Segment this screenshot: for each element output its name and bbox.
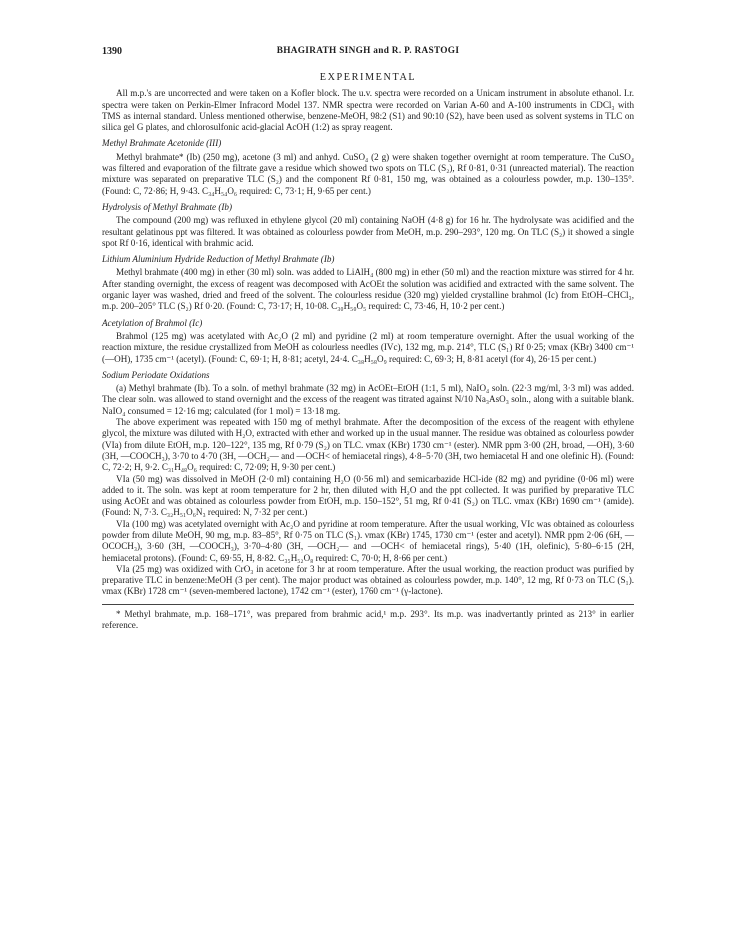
subsection-heading: Lithium Aluminium Hydride Reduction of Methyl Brahmate (Ib) — [102, 254, 335, 265]
paragraph: The above experiment was repeated with 150 mg of methyl brahmate. After the decomposition of the excess of the reagent with ethylene glycol, the mixture was diluted with H₂O, extracted with ether and worked up in the usual manner. The residue was obtained as colourless powder (VIa) from dilute EtOH, m.p. 120–122°, 135 mg, Rf 0·79 (S₂) on TLC. νmax (KBr) 1730 cm⁻¹ (ester). NMR ppm 3·00 (2H, broad, —OH), 3·60 (3H, —COOCH₃), 3·70 to 4·70 (3H, —OCH₂— and —OCH< of hemiacetal rings), 4·8–5·70 (3H, two hemiacetal H and one olefinic H). (Found: C, 72·2; H, 9·2. C₃₁H₄₈O₆ required: C, 72·09; H, 9·30 per cent.) — [102, 417, 634, 473]
subsection-heading: Methyl Brahmate Acetonide (III) — [102, 138, 222, 149]
running-header — [102, 46, 634, 60]
paragraph: The compound (200 mg) was refluxed in ethylene glycol (20 ml) containing NaOH (4·8 g) for 16 hr. The hydrolysate was acidified and the resultant gelatinous ppt was filtered. It was obtained as colourless powder from MeOH, m.p. 290–293°, 120 mg. On TLC (S₂) it showed a single spot Rf 0·16, identical with brahmic acid. — [102, 215, 634, 248]
article-body — [102, 72, 634, 631]
subsection-heading: Sodium Periodate Oxidations — [102, 369, 210, 380]
paragraph: VIa (100 mg) was acetylated overnight with Ac₂O and pyridine at room temperature. After the usual working, VIc was obtained as colourless powder from dilute MeOH, 90 mg, m.p. 83–85°, Rf 0·75 on TLC (S₁). νmax (KBr) 1745, 1730 cm⁻¹ (ester and acetyl). NMR ppm 2·06 (6H, —OCOCH₃), 3·60 (3H, —COOCH₃), 3·70–4·80 (3H, —OCH₂— and —OCH< of hemiacetal rings), 5·40 (1H, olefinic), 5·80–6·15 (2H, hemiacetal protons). (Found: C, 69·55, H, 8·82. C₃₅H₅₂O₈ required: C, 70·0; H, 8·66 per cent.) — [102, 518, 634, 563]
subsection-heading: Hydrolysis of Methyl Brahmate (Ib) — [102, 201, 232, 212]
section-title: EXPERIMENTAL — [319, 72, 417, 83]
footnote-divider — [102, 604, 634, 605]
paragraph: Brahmol (125 mg) was acetylated with Ac₂O (2 ml) and pyridine (2 ml) at room temperature overnight. After the usual working of the reaction mixture, the residue crystallized from MeOH as colourless needles (IVc), 132 mg, m.p. 214°, TLC (S₁) Rf 0·25; νmax (KBr) 3400 cm⁻¹ (—OH), 1735 cm⁻¹ (acetyl). (Found: C, 69·1; H, 8·81; acetyl, 24·4. C₃₈H₅₈O₉ required: C, 69·3; H, 8·81 acetyl (for 4), 26·15 per cent.) — [102, 330, 634, 364]
running-title: BHAGIRATH SINGH and R. P. RASTOGI — [276, 46, 460, 56]
paragraph: Methyl brahmate* (Ib) (250 mg), acetone (3 ml) and anhyd. CuSO₄ (2 g) were shaken together overnight at room temperature. The CuSO₄ was filtered and evaporation of the filtrate gave a residue which showed two spots on TLC (S₂), Rf 0·81, 0·31 (unreacted material). The reaction mixture was separated on preparative TLC (S₂) and the component Rf 0·81, 150 mg, was obtained as a colourless powder, m.p. 130–135°. (Found: C, 72·86; H, 9·43. C₃₄H₅₄O₆ required: C, 73·1; H, 9·65 per cent.) — [102, 151, 634, 196]
paragraph: Methyl brahmate (400 mg) in ether (30 ml) soln. was added to LiAlH₄ (800 mg) in ether (50 ml) and the reaction mixture was stirred for 4 hr. After standing overnight, the excess of reagent was decomposed with AcOEt the solution was acidified and extracted with the same solvent. The organic layer was washed, dried and freed of the solvent. The colourless residue (320 mg) yielded crystalline brahmol (Ic) from EtOH–CHCl₃, m.p. 200–205° TLC (S₂) Rf 0·20. (Found: C, 73·17; H, 10·08. C₃₀H₅₀O₅ required: C, 73·46, H, 10·2 per cent.) — [102, 267, 634, 312]
paragraph: (a) Methyl brahmate (Ib). To a soln. of methyl brahmate (32 mg) in AcOEt–EtOH (1:1, 5 ml), NaIO₄ soln. (22·3 mg/ml, 3·3 ml) was added. The clear soln. was allowed to stand overnight and the excess of the reagent was titrated against N/10 Na₃AsO₃ soln., along with a suitable blank. NaIO₄ consumed = 12·16 mg; calculated (for 1 mol) = 13·18 mg. — [102, 383, 634, 416]
intro-paragraph: All m.p.'s are uncorrected and were taken on a Kofler block. The u.v. spectra were recorded on a Unicam instrument in absolute ethanol. I.r. spectra were taken on Perkin-Elmer Infracord Model 137. NMR spectra were recorded on Varian A-60 and A-100 instruments in CDCl₃ with TMS as internal standard. Unless mentioned otherwise, benzene-MeOH, 98:2 (S1) and 90:10 (S2), have been used as solvent systems in TLC on silica gel G plates, and chlorosulfonic acid-glacial AcOH (1:2) as spray reagent. — [102, 88, 634, 133]
footnote: * Methyl brahmate, m.p. 168–171°, was prepared from brahmic acid,¹ m.p. 293°. Its m.p. was inadvertantly printed as 213° in earlier reference. — [102, 608, 634, 631]
paragraph: VIa (25 mg) was oxidized with CrO₃ in acetone for 3 hr at room temperature. After the usual working, the reaction product was purified by preparative TLC in benzene:MeOH (3 per cent). The major product was obtained as colourless powder, m.p. 140°, 12 mg, Rf 0·73 on TLC (S₁). νmax (KBr) 1728 cm⁻¹ (seven-membered lactone), 1742 cm⁻¹ (ester), 1760 cm⁻¹ (γ-lactone). — [102, 563, 634, 597]
page-number: 1390 — [102, 46, 122, 57]
paragraph: VIa (50 mg) was dissolved in MeOH (2·0 ml) containing H₂O (0·56 ml) and semicarbazide HCl-ide (82 mg) and pyridine (0·06 ml) were added to it. The soln. was kept at room temperature for 2 hr, then diluted with H₂O and the ppt collected. It was purified by preparative TLC using AcOEt and was obtained as colourless powder from EtOH, m.p. 150–152°, 51 mg, Rf 0·41 (S₂) on TLC. νmax (KBr) 1690 cm⁻¹ (amide). (Found: N, 7·3. C₃₂H₅₁O₆N₃ required: N, 7·32 per cent.) — [102, 473, 634, 518]
subsection-heading: Acetylation of Brahmol (Ic) — [102, 317, 203, 328]
